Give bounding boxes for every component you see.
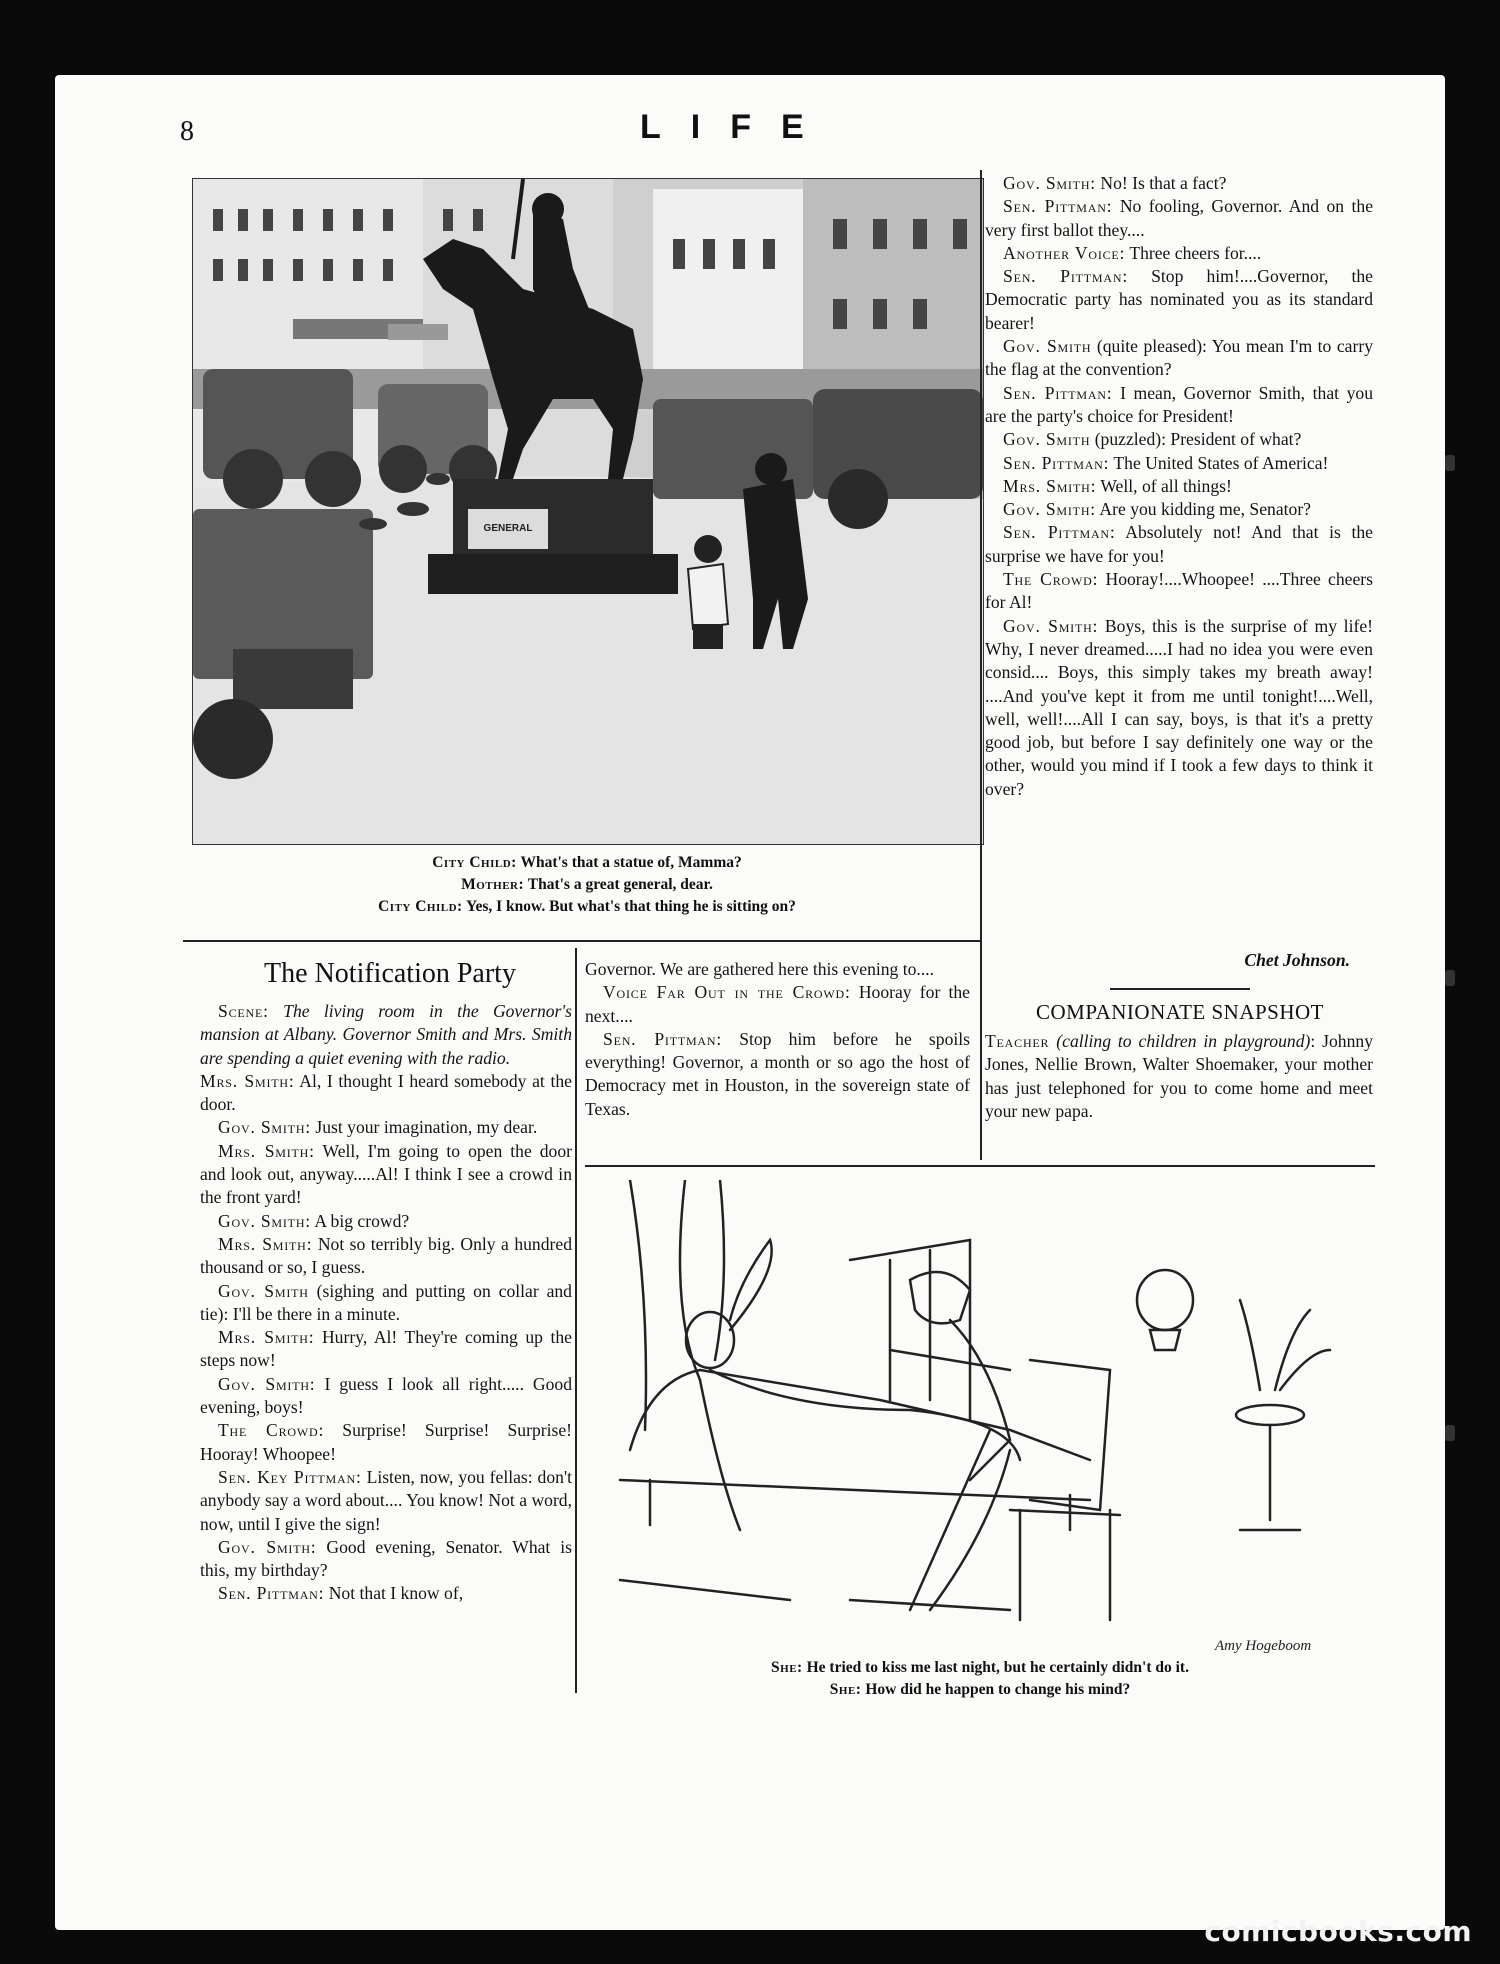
dialogue-text: Three cheers for.... bbox=[1129, 242, 1262, 263]
dialogue-line bbox=[200, 1582, 572, 1605]
dialogue-line bbox=[200, 1000, 572, 1070]
caption-text: He tried to kiss me last night, but he certainly didn't do it. bbox=[806, 1659, 1189, 1676]
dialogue-text: Surprise! Surprise! Surprise! Hooray! Whoopee! bbox=[200, 1420, 573, 1464]
dialogue-line bbox=[985, 428, 1373, 451]
speaker-label: Sen. Pittman: bbox=[1003, 452, 1110, 473]
dialogue-text: Al, I thought I heard somebody at the door. bbox=[200, 1070, 572, 1115]
dialogue-line bbox=[985, 335, 1373, 382]
statue-plaque: GENERAL bbox=[483, 523, 533, 534]
cartoon-signature: Amy Hogeboom bbox=[1215, 1638, 1312, 1654]
speaker-label: Voice Far Out in the Crowd: bbox=[603, 982, 851, 1003]
caption-text: That's a great general, dear. bbox=[527, 876, 713, 893]
article-column-2 bbox=[585, 958, 970, 1121]
speaker-label: Sen. Key Pittman: bbox=[218, 1466, 362, 1487]
caption-line bbox=[192, 852, 982, 874]
dialogue-text: Hooray!....Whoopee! ....Three cheers for Al! bbox=[985, 569, 1373, 613]
speaker-label: Gov. Smith: bbox=[218, 1373, 316, 1394]
dialogue-text: Well, I'm going to open the door and look out, anyway.....Al! I think I see a crowd in the front yard! bbox=[200, 1140, 572, 1208]
dialogue-line bbox=[585, 1028, 970, 1121]
caption-line bbox=[192, 874, 982, 896]
dialogue-text: (puzzled): President of what? bbox=[1094, 429, 1302, 450]
speaker-label: Gov. Smith: bbox=[218, 1210, 311, 1231]
dialogue-text: Good evening, Senator. What is this, my birthday? bbox=[200, 1536, 572, 1581]
dialogue-text: No fooling, Governor. And on the very first ballot they.... bbox=[985, 196, 1374, 240]
speaker-label: Sen. Pittman: bbox=[1003, 266, 1129, 287]
dialogue-text: I guess I look all right..... Good evening, boys! bbox=[200, 1373, 572, 1418]
speaker-label: Gov. Smith: bbox=[218, 1117, 311, 1138]
dialogue-text: Boys, this is the surprise of my life! Why, I never dreamed.....I had no idea you were even consid.... Boys, this simply takes my breath away! ....And you've kept it from me until tonight!....Well, well, well!....All I can say, boys, is that it's a pretty good job, but before I say definitely one way or the other, would you mind if I took a few days to think it over? bbox=[985, 615, 1373, 799]
dialogue-line bbox=[200, 1419, 572, 1466]
caption-speaker: Mother: bbox=[461, 876, 525, 893]
dialogue-text: Stop him!....Governor, the Democratic party has nominated you as its standard bearer! bbox=[985, 266, 1373, 333]
snapshot-paragraph bbox=[985, 1030, 1373, 1123]
snapshot-stage-direction: (calling to children in playground) bbox=[1056, 1031, 1311, 1051]
dialogue-line bbox=[200, 1466, 572, 1536]
dialogue-line bbox=[985, 172, 1373, 195]
speaker-label: Gov. Smith: bbox=[1003, 173, 1096, 193]
site-watermark: comicbooks.com bbox=[1204, 1915, 1472, 1948]
speaker-label: The Crowd: bbox=[1003, 569, 1099, 590]
speaker-label: Scene: bbox=[218, 1001, 269, 1021]
speaker-label: Gov. Smith bbox=[1003, 336, 1092, 357]
dialogue-text: Just your imagination, my dear. bbox=[315, 1117, 538, 1138]
speaker-label: Gov. Smith bbox=[1003, 429, 1091, 450]
section-divider bbox=[585, 1165, 1375, 1167]
dialogue-line bbox=[200, 1373, 572, 1420]
speaker-label: Sen. Pittman: bbox=[603, 1028, 723, 1049]
dialogue-text: (sighing and putting on collar and tie): I'll be there in a minute. bbox=[200, 1280, 572, 1324]
dialogue-line bbox=[200, 1280, 572, 1327]
dialogue-line bbox=[985, 568, 1373, 615]
article-column-3 bbox=[985, 172, 1373, 801]
caption-speaker: She: bbox=[771, 1659, 803, 1676]
dialogue-line bbox=[985, 452, 1373, 475]
speaker-label: Sen. Pittman: bbox=[1003, 382, 1113, 403]
dialogue-text: Stop him before he spoils everything! Governor, a month or so ago the host of Democracy met in Houston, in the sovereign state of Texas. bbox=[585, 1028, 970, 1119]
caption-speaker: City Child: bbox=[432, 854, 517, 871]
dialogue-line bbox=[200, 1326, 572, 1373]
speaker-label: Gov. Smith bbox=[218, 1280, 309, 1301]
article-title: The Notification Party bbox=[264, 958, 516, 989]
dialogue-line bbox=[200, 1140, 572, 1210]
dialogue-text: Well, of all things! bbox=[1100, 475, 1232, 496]
dialogue-text: Listen, now, you fellas: don't anybody say a word about.... You know! Not a word, now, until I give the sign! bbox=[200, 1466, 572, 1534]
dialogue-text: Not that I know of, bbox=[328, 1583, 464, 1604]
speaker-label: Sen. Pittman: bbox=[218, 1583, 325, 1604]
dialogue-text: Not so terribly big. Only a hundred thousand or so, I guess. bbox=[200, 1233, 572, 1278]
speaker-label: Another Voice: bbox=[1003, 242, 1126, 263]
snapshot-body bbox=[985, 1030, 1373, 1123]
caption-text: How did he happen to change his mind? bbox=[865, 1681, 1131, 1698]
caption-text: What's that a statue of, Mamma? bbox=[520, 854, 742, 871]
dialogue-line bbox=[985, 265, 1373, 335]
dialogue-text: Absolutely not! And that is the surprise we have for you! bbox=[985, 522, 1373, 566]
dialogue-text: Hooray for the next.... bbox=[585, 982, 970, 1026]
dialogue-line bbox=[200, 1210, 572, 1233]
page-number: 8 bbox=[180, 116, 194, 147]
dialogue-line bbox=[985, 498, 1373, 521]
dialogue-line bbox=[985, 475, 1373, 498]
speaker-label: Gov. Smith: bbox=[218, 1536, 317, 1557]
speaker-label: Sen. Pittman: bbox=[1003, 522, 1116, 543]
dialogue-text: Are you kidding me, Senator? bbox=[1099, 499, 1311, 520]
dialogue-text: No! Is that a fact? bbox=[1100, 173, 1227, 193]
dialogue-text: I mean, Governor Smith, that you are the party's choice for President! bbox=[985, 382, 1374, 426]
snapshot-title: COMPANIONATE SNAPSHOT bbox=[1035, 1000, 1325, 1024]
statue-cartoon-caption bbox=[192, 852, 982, 918]
dialogue-line bbox=[200, 1233, 572, 1280]
dialogue-text: The United States of America! bbox=[1113, 452, 1329, 473]
chaise-cartoon bbox=[590, 1180, 1370, 1660]
dialogue-line bbox=[200, 1536, 572, 1583]
speaker-label: Mrs. Smith: bbox=[218, 1140, 315, 1161]
binding-mark bbox=[1445, 970, 1455, 986]
chaise-cartoon-caption bbox=[590, 1657, 1370, 1701]
binding-mark bbox=[1445, 1425, 1455, 1441]
dialogue-line bbox=[985, 242, 1373, 265]
caption-text: Yes, I know. But what's that thing he is sitting on? bbox=[466, 898, 796, 915]
caption-speaker: She: bbox=[829, 1681, 862, 1698]
article-byline: Chet Johnson. bbox=[1244, 950, 1350, 970]
section-divider bbox=[183, 940, 980, 942]
dialogue-line bbox=[985, 521, 1373, 568]
binding-mark bbox=[1445, 455, 1455, 471]
dialogue-line bbox=[585, 958, 970, 981]
short-divider bbox=[1110, 988, 1250, 990]
masthead: LIFE bbox=[640, 108, 834, 146]
dialogue-text: (quite pleased): You mean I'm to carry the flag at the convention? bbox=[985, 336, 1373, 380]
dialogue-line bbox=[200, 1070, 572, 1117]
speaker-label: Mrs. Smith: bbox=[218, 1327, 315, 1348]
snapshot-text: : Johnny Jones, Nellie Brown, Walter Shoemaker, your mother has just telephoned for you to come home and meet your new papa. bbox=[985, 1031, 1373, 1121]
dialogue-line bbox=[985, 615, 1373, 801]
dialogue-text: Governor. We are gathered here this evening to.... bbox=[585, 959, 935, 979]
dialogue-text: A big crowd? bbox=[314, 1210, 410, 1231]
column-divider bbox=[980, 170, 982, 1160]
speaker-label: Sen. Pittman: bbox=[1003, 196, 1113, 217]
caption-line bbox=[590, 1657, 1370, 1679]
dialogue-line bbox=[200, 1116, 572, 1139]
dialogue-text: Hurry, Al! They're coming up the steps now! bbox=[200, 1327, 572, 1371]
speaker-label: Gov. Smith: bbox=[1003, 499, 1096, 520]
article-column-1 bbox=[200, 1000, 572, 1606]
dialogue-line bbox=[985, 195, 1373, 242]
caption-line bbox=[590, 1679, 1370, 1701]
speaker-label: Teacher bbox=[985, 1031, 1050, 1051]
speaker-label: Gov. Smith: bbox=[1003, 615, 1099, 636]
column-divider bbox=[575, 948, 577, 1693]
speaker-label: The Crowd: bbox=[218, 1420, 325, 1441]
speaker-label: Mrs. Smith: bbox=[200, 1070, 295, 1091]
dialogue-text: The living room in the Governor's mansion at Albany. Governor Smith and Mrs. Smith are spending a quiet evening with the radio. bbox=[200, 1001, 572, 1068]
speaker-label: Mrs. Smith: bbox=[1003, 475, 1097, 496]
dialogue-line bbox=[985, 382, 1373, 429]
caption-line bbox=[192, 896, 982, 918]
speaker-label: Mrs. Smith: bbox=[218, 1233, 313, 1254]
dialogue-line bbox=[585, 981, 970, 1028]
statue-cartoon bbox=[192, 178, 984, 845]
caption-speaker: City Child: bbox=[378, 898, 463, 915]
